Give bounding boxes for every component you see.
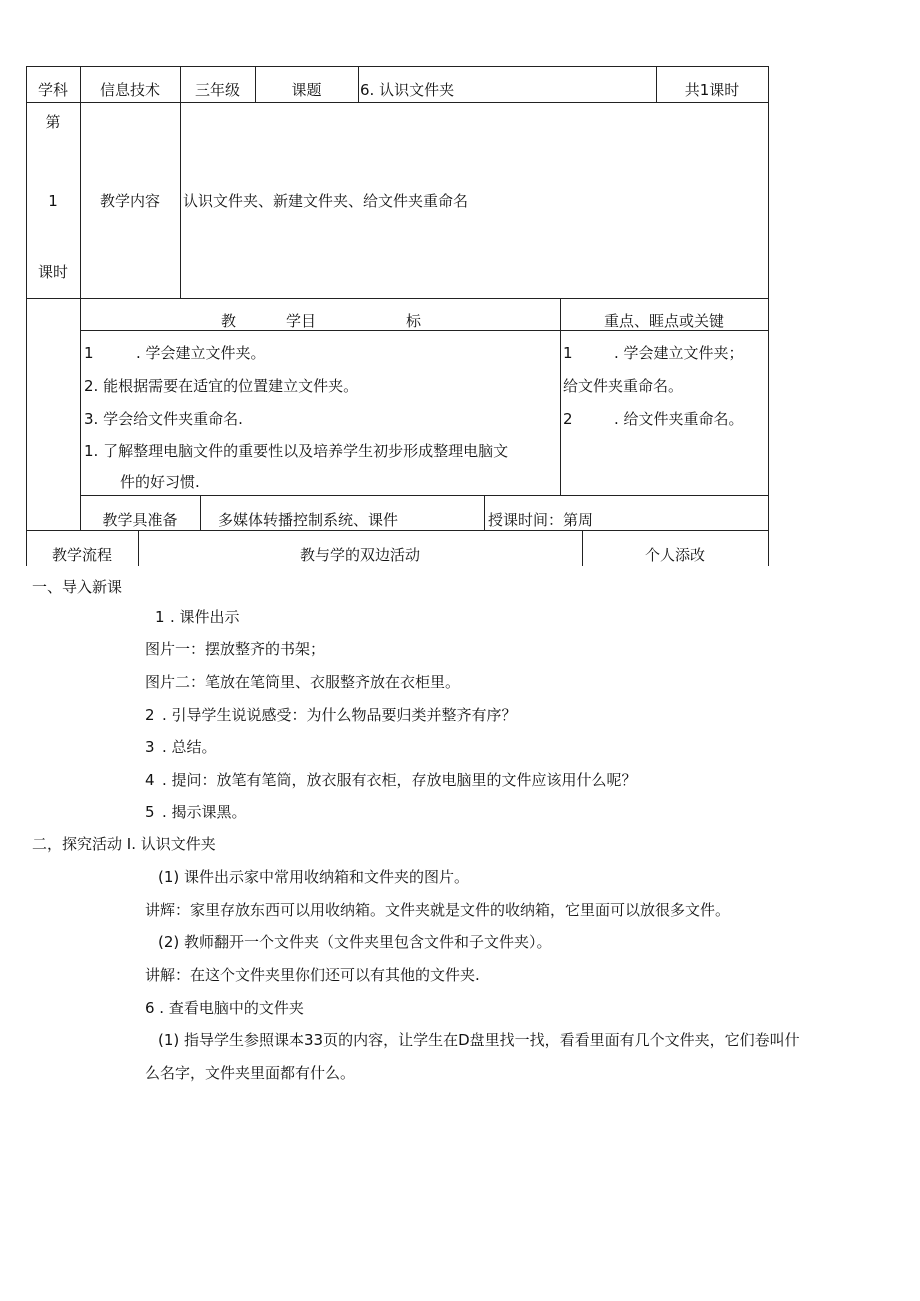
goals-header-2: 学目 bbox=[286, 312, 317, 330]
subject-value: 信息技术 bbox=[99, 81, 160, 99]
step-text: 图片二：笔放在笔筒里、衣服整齐放在衣柜里。 bbox=[145, 673, 461, 691]
table-col bbox=[200, 495, 201, 530]
goal-item: 1. 了解整理电脑文件的重要性以及培养学生初步形成整理电脑文 bbox=[84, 442, 509, 460]
table-col bbox=[80, 66, 81, 530]
prep-text: 多媒体转播控制系统、课件 bbox=[218, 511, 399, 529]
table-rule bbox=[26, 102, 769, 103]
step-number: 2 bbox=[145, 706, 155, 724]
table-top-border bbox=[26, 66, 769, 67]
flow-label: 教学流程 bbox=[51, 546, 112, 564]
step-number: 1 bbox=[155, 608, 165, 626]
step-text: 讲辉：家里存放东西可以用收纳箱。文件夹就是文件的收纳箱，它里面可以放很多文件。 bbox=[145, 901, 731, 919]
step-number: 3 bbox=[145, 738, 155, 756]
keypoint-item: 给文件夹重命名。 bbox=[563, 377, 684, 395]
section-heading: 一、导入新课 bbox=[32, 578, 123, 596]
total-hours: 共1课时 bbox=[684, 81, 740, 99]
step-text: (1) 课件出示家中常用收纳箱和文件夹的图片。 bbox=[158, 868, 470, 886]
step-text: . 揭示课黑。 bbox=[162, 803, 247, 821]
table-col bbox=[180, 102, 181, 298]
grade-value: 三年级 bbox=[194, 81, 240, 99]
keypoint-item: . 给文件夹重命名。 bbox=[614, 410, 744, 428]
goal-item: 件的好习惯. bbox=[120, 473, 200, 491]
goal-item: 2. 能根据需要在适宜的位置建立文件夹。 bbox=[84, 377, 359, 395]
step-text: 讲解：在这个文件夹里你们还可以有其他的文件夹. bbox=[145, 966, 480, 984]
content-label: 教学内容 bbox=[99, 192, 160, 210]
topic-label: 课题 bbox=[291, 81, 322, 99]
prep-label: 教学具准备 bbox=[102, 511, 178, 529]
goal-item: 3. 学会给文件夹重命名. bbox=[84, 410, 243, 428]
content-text: 认识文件夹、新建文件夹、给文件夹重命名 bbox=[183, 192, 469, 210]
table-rule bbox=[26, 298, 769, 299]
goals-header-1: 教 bbox=[221, 312, 237, 330]
step-text: . 引导学生说说感受：为什么物品要归类并整齐有序？ bbox=[162, 706, 517, 724]
step-text: . 总结。 bbox=[162, 738, 217, 756]
keypoint-item: . 学会建立文件夹； bbox=[614, 344, 744, 362]
subject-label: 学科 bbox=[37, 81, 68, 99]
topic-value: 6. 认识文件夹 bbox=[360, 81, 455, 99]
period-di: 第 bbox=[45, 113, 61, 131]
table-right-border bbox=[768, 66, 769, 566]
flow-personal: 个人添改 bbox=[644, 546, 705, 564]
step-text: 么名字，文件夹里面都有什么。 bbox=[145, 1064, 356, 1082]
step-text: 图片一：摆放整齐的书架； bbox=[145, 640, 326, 658]
period-keshi: 课时 bbox=[37, 263, 68, 281]
keypoint-number: 1 bbox=[563, 344, 573, 362]
keypoint-number: 2 bbox=[563, 410, 573, 428]
step-text: (1) 指导学生参照课本33页的内容，让学生在D盘里找一找，看看里面有几个文件夹，它们卷叫什 bbox=[158, 1031, 800, 1049]
goal-number: 1 bbox=[84, 344, 94, 362]
table-col bbox=[358, 66, 359, 102]
section-heading: 二，探究活动 I. 认识文件夹 bbox=[32, 835, 216, 853]
flow-activity: 教与学的双边活动 bbox=[299, 546, 420, 564]
step-text: 6 . 查看电脑中的文件夹 bbox=[145, 999, 304, 1017]
step-text: (2) 教师翻开一个文件夹（文件夹里包含文件和子文件夹）。 bbox=[158, 933, 552, 951]
keypoints-header: 重点、睚点或关键 bbox=[603, 312, 724, 330]
table-col bbox=[484, 495, 485, 530]
period-number: 1 bbox=[48, 192, 58, 210]
step-text: . 提问：放笔有笔筒，放衣服有衣柜，存放电脑里的文件应该用什么呢？ bbox=[162, 771, 637, 789]
prep-time: 授课时间：第周 bbox=[488, 511, 594, 529]
table-rule bbox=[80, 495, 769, 496]
step-number: 4 bbox=[145, 771, 155, 789]
step-text: . 课件出示 bbox=[170, 608, 240, 626]
goals-header-3: 标 bbox=[406, 312, 422, 330]
goal-item: . 学会建立文件夹。 bbox=[136, 344, 266, 362]
table-left-border bbox=[26, 66, 27, 566]
step-number: 5 bbox=[145, 803, 155, 821]
